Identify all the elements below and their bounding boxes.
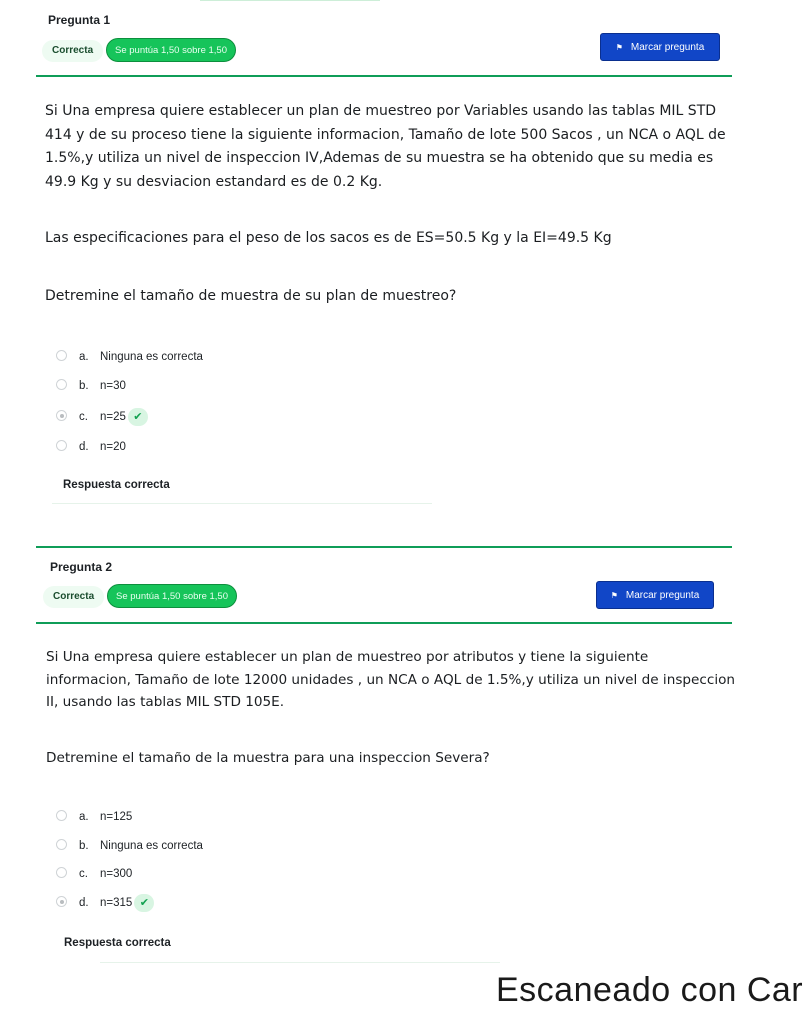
feedback-text: Respuesta correcta	[63, 479, 170, 491]
question-prompt: Detremine el tamaño de muestra de su plan de muestreo?	[45, 288, 457, 304]
header-rule	[36, 622, 732, 624]
question-title: Pregunta 1	[48, 13, 111, 27]
feedback-divider	[100, 962, 500, 963]
state-badge: Correcta	[42, 40, 103, 62]
option-letter: d.	[79, 441, 89, 453]
radio-button-checked[interactable]	[56, 410, 67, 421]
option-letter: b.	[79, 380, 89, 392]
question-title: Pregunta 2	[50, 560, 113, 574]
radio-button[interactable]	[56, 350, 67, 361]
question-text: Si Una empresa quiere establecer un plan de muestreo por Variables usando las tablas MIL STD 414 y de su proceso tiene la siguiente informacion, Tamaño de lote 500 Sacos , un NCA o AQL de 1.5%,y utiliza un nivel de inspeccion IV,Ademas de su muestra se ha obtenido que su media es 49.9 Kg y su desviacion estandard es de 0.2 Kg.	[45, 103, 726, 190]
answer-option[interactable]	[56, 807, 132, 827]
answer-option[interactable]	[56, 376, 126, 396]
option-text: n=300	[100, 868, 133, 880]
top-divider	[200, 0, 380, 1]
answer-option[interactable]	[56, 864, 132, 884]
check-icon: ✔	[128, 408, 148, 426]
answer-option[interactable]	[56, 437, 126, 457]
flag-question-button[interactable]	[600, 33, 720, 61]
option-text: n=125	[100, 811, 133, 823]
option-text: Ninguna es correcta	[100, 351, 203, 363]
answer-option-selected[interactable]	[56, 407, 148, 427]
option-letter: c.	[79, 411, 88, 423]
flag-icon: ⚑	[610, 591, 618, 600]
option-text: n=20	[100, 441, 126, 453]
grade-badge: Se puntúa 1,50 sobre 1,50	[106, 38, 236, 62]
answer-option-selected[interactable]	[56, 893, 154, 913]
feedback-text: Respuesta correcta	[64, 937, 171, 949]
option-letter: a.	[79, 351, 89, 363]
feedback-divider	[52, 503, 432, 504]
option-text: n=25	[100, 411, 126, 423]
answer-option[interactable]	[56, 347, 203, 367]
watermark-clip	[490, 971, 803, 1024]
question-top-rule	[36, 546, 732, 548]
radio-button-checked[interactable]	[56, 896, 67, 907]
question-specs: Las especificaciones para el peso de los sacos es de ES=50.5 Kg y la EI=49.5 Kg	[45, 230, 612, 246]
answer-option[interactable]	[56, 836, 203, 856]
grade-badge: Se puntúa 1,50 sobre 1,50	[107, 584, 237, 608]
scanner-watermark: Escaneado con Car	[496, 971, 803, 1009]
header-rule	[36, 75, 732, 77]
question-prompt: Detremine el tamaño de la muestra para una inspeccion Severa?	[46, 750, 490, 766]
option-text: Ninguna es correcta	[100, 840, 203, 852]
option-letter: c.	[79, 868, 88, 880]
option-text: n=315	[100, 897, 133, 909]
flag-question-label: Marcar pregunta	[630, 42, 705, 53]
question-text: Si Una empresa quiere establecer un plan de muestreo por atributos y tiene la siguiente informacion, Tamaño de lote 12000 unidades , un NCA o AQL de 1.5%,y utiliza un nivel de inspeccion II, usando las tablas MIL STD 105E.	[46, 649, 736, 710]
option-text: n=30	[100, 380, 126, 392]
radio-button[interactable]	[56, 810, 67, 821]
check-icon: ✔	[134, 894, 154, 912]
flag-question-label: Marcar pregunta	[625, 590, 700, 601]
option-letter: a.	[79, 811, 89, 823]
option-letter: d.	[79, 897, 89, 909]
option-letter: b.	[79, 840, 89, 852]
flag-icon: ⚑	[615, 43, 623, 52]
flag-question-button[interactable]	[596, 581, 714, 609]
radio-button[interactable]	[56, 839, 67, 850]
state-badge: Correcta	[43, 586, 104, 608]
radio-button[interactable]	[56, 440, 67, 451]
radio-button[interactable]	[56, 867, 67, 878]
radio-button[interactable]	[56, 379, 67, 390]
